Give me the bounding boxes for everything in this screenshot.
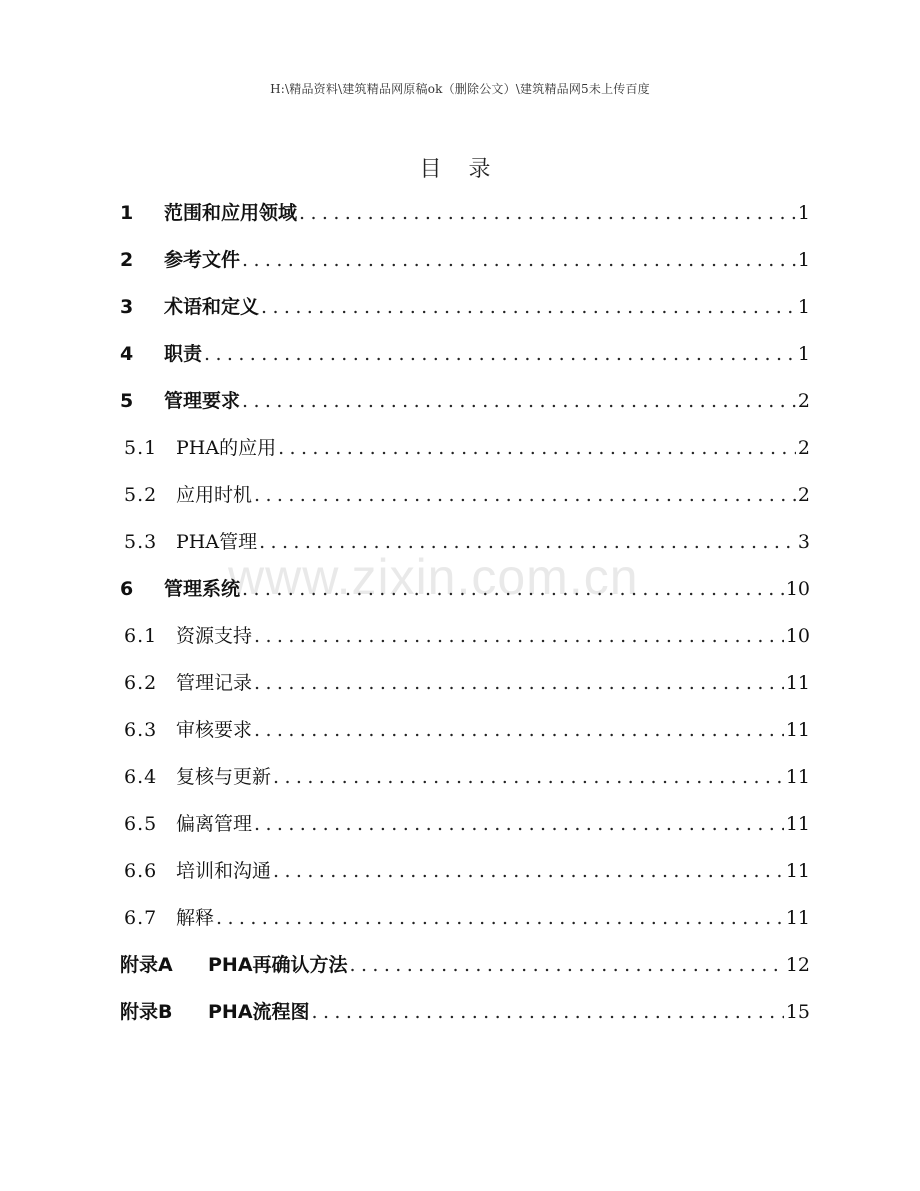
toc-entry-page: 11 <box>785 672 810 694</box>
toc-dot-leader <box>204 331 796 378</box>
toc-entry[interactable] <box>120 519 810 566</box>
toc-dot-leader <box>273 754 784 801</box>
toc-entry[interactable] <box>120 331 810 378</box>
toc-entry-title: 审核要求 <box>176 719 253 741</box>
toc-entry-page: 12 <box>785 954 810 976</box>
toc-dot-leader <box>242 378 796 425</box>
toc-dot-leader <box>242 237 796 284</box>
toc-entry[interactable] <box>120 284 810 331</box>
toc-entry[interactable] <box>120 754 810 801</box>
toc-entry-number: 2 <box>120 249 134 271</box>
toc-entry-title: 管理系统 <box>164 578 241 600</box>
toc-entry-number: 附录B <box>120 1001 173 1023</box>
toc-dot-leader <box>242 566 784 613</box>
toc-entry-page: 2 <box>797 390 810 412</box>
toc-entry-number: 5.2 <box>124 484 158 506</box>
toc-entry-number: 6.4 <box>124 766 158 788</box>
toc-dot-leader <box>216 895 784 942</box>
table-of-contents <box>120 190 810 1036</box>
toc-entry-page: 11 <box>785 719 810 741</box>
toc-entry-page: 10 <box>785 625 810 647</box>
toc-entry-title: 管理记录 <box>176 672 253 694</box>
toc-entry-title: 范围和应用领域 <box>164 202 298 224</box>
toc-entry-page: 1 <box>797 249 810 271</box>
toc-entry-number: 6.5 <box>124 813 158 835</box>
toc-dot-leader <box>350 942 784 989</box>
toc-entry-number: 附录A <box>120 954 173 976</box>
toc-title: 目 录 <box>419 157 501 182</box>
toc-entry[interactable] <box>120 237 810 284</box>
toc-entry-title: 参考文件 <box>164 249 241 271</box>
toc-entry-number: 6 <box>120 578 134 600</box>
toc-entry[interactable] <box>120 707 810 754</box>
toc-entry-page: 1 <box>797 202 810 224</box>
toc-entry[interactable] <box>120 989 810 1036</box>
toc-entry[interactable] <box>120 425 810 472</box>
toc-entry-title: 应用时机 <box>176 484 253 506</box>
toc-entry-number: 4 <box>120 343 134 365</box>
toc-entry[interactable] <box>120 613 810 660</box>
toc-entry[interactable] <box>120 895 810 942</box>
toc-entry-title: PHA再确认方法 <box>208 954 348 976</box>
toc-entry[interactable] <box>120 942 810 989</box>
toc-entry[interactable] <box>120 472 810 519</box>
toc-entry[interactable] <box>120 801 810 848</box>
toc-entry-page: 15 <box>785 1001 810 1023</box>
toc-dot-leader <box>254 472 796 519</box>
toc-entry-title: 解释 <box>176 907 215 929</box>
toc-entry-number: 6.1 <box>124 625 158 647</box>
toc-entry-number: 6.3 <box>124 719 158 741</box>
toc-entry-number: 3 <box>120 296 134 318</box>
toc-entry-page: 10 <box>785 578 810 600</box>
toc-dot-leader <box>312 989 784 1036</box>
toc-entry[interactable] <box>120 378 810 425</box>
toc-entry-page: 11 <box>785 813 810 835</box>
toc-entry-title: PHA管理 <box>176 531 258 553</box>
toc-entry-title: 复核与更新 <box>176 766 272 788</box>
watermark: www.zixin.com.cn <box>228 549 639 605</box>
toc-entry-title: 职责 <box>164 343 203 365</box>
file-path-header: H:\精品资料\建筑精品网原稿ok（删除公文）\建筑精品网5未上传百度 <box>270 82 650 96</box>
toc-entry-title: 管理要求 <box>164 390 241 412</box>
toc-entry-page: 2 <box>797 484 810 506</box>
toc-entry-title: 术语和定义 <box>164 296 260 318</box>
toc-dot-leader <box>278 425 796 472</box>
toc-entry-title: 偏离管理 <box>176 813 253 835</box>
toc-dot-leader <box>299 190 796 237</box>
toc-entry-page: 11 <box>785 907 810 929</box>
toc-dot-leader <box>254 613 784 660</box>
toc-entry-number: 6.7 <box>124 907 158 929</box>
toc-entry-page: 1 <box>797 296 810 318</box>
toc-entry-title: PHA的应用 <box>176 437 277 459</box>
toc-dot-leader <box>254 707 784 754</box>
toc-entry[interactable] <box>120 190 810 237</box>
toc-dot-leader <box>254 801 784 848</box>
toc-dot-leader <box>254 660 784 707</box>
toc-entry[interactable] <box>120 566 810 613</box>
toc-entry-title: 培训和沟通 <box>176 860 272 882</box>
toc-entry-number: 6.6 <box>124 860 158 882</box>
toc-entry-number: 5.3 <box>124 531 158 553</box>
toc-entry-page: 2 <box>797 437 810 459</box>
toc-entry-title: 资源支持 <box>176 625 253 647</box>
toc-entry-page: 1 <box>797 343 810 365</box>
toc-entry-number: 6.2 <box>124 672 158 694</box>
toc-entry-page: 3 <box>797 531 810 553</box>
toc-entry-number: 1 <box>120 202 134 224</box>
toc-entry[interactable] <box>120 660 810 707</box>
toc-entry-page: 11 <box>785 766 810 788</box>
toc-dot-leader <box>273 848 784 895</box>
toc-entry-number: 5.1 <box>124 437 158 459</box>
toc-entry-number: 5 <box>120 390 134 412</box>
toc-dot-leader <box>261 284 796 331</box>
toc-entry[interactable] <box>120 848 810 895</box>
toc-dot-leader <box>259 519 796 566</box>
toc-entry-title: PHA流程图 <box>208 1001 310 1023</box>
toc-entry-page: 11 <box>785 860 810 882</box>
